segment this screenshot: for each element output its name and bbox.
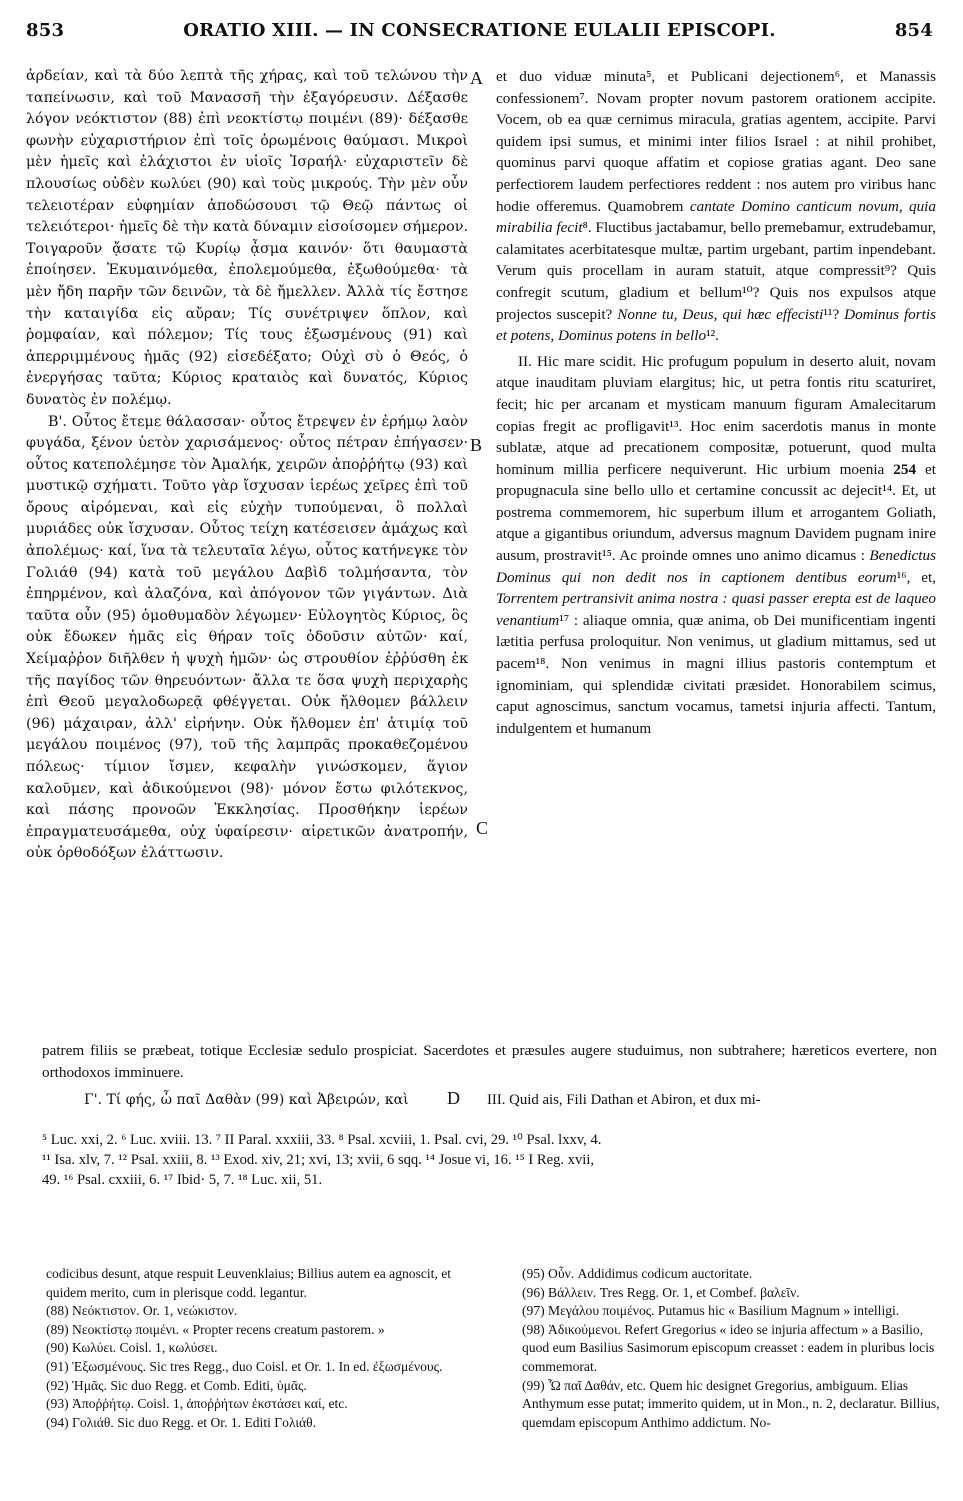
- column-number: 254: [893, 460, 917, 478]
- greek-column: [26, 66, 468, 865]
- note: (98) Ἀδικούμενοι. Refert Gregorius « ideo se injuria affectum » a Basilio, quod eum Basilius Sasimorum episcopum creasset : eadem in pluribus locis commemorat.: [522, 1321, 935, 1374]
- note: (99) Ὦ παῖ Δαθάν, etc. Quem hic designet Gregorius, ambiguum. Elias Anthymum esse putat; immerito quidem, ut in Mon., n. 2, declaratur. Billius, quemdam episcopum Anthimo addictum. No-: [522, 1377, 940, 1430]
- latin-quote: Torrentem pertransivit anima nostra : quasi passer erepta est de laqueo venantium: [496, 590, 936, 629]
- scripture-references: [42, 1130, 942, 1190]
- latin-text: ⁸. Fluctibus jactabamur, bello premebamur, extrudebamur, calamitates acerbitatesque multæ, partim urgebant, partim inpendebant. Verum quis procellam in auram statuit, atque compressit⁹? Quis confregit scutum, gladium et bellum¹⁰? Quis nos expulsos atque projectos suscepit?: [496, 219, 936, 323]
- latin-text: ¹¹?: [823, 305, 840, 323]
- greek-paragraph-1: ἀρδείαν, καὶ τὰ δύο λεπτὰ τῆς χήρας, καὶ τοῦ τελώνου τὴν ταπείνωσιν, καὶ τοῦ Μανασσῆ τὴν ἐξαγόρευσιν. Δέξασθε λόγον νεόκτιστον (88) ἐπὶ νεοκτίστῳ ποιμένι (89)· δέξασθε φωνὴν εὐχαριστήριον ἐπὶ τοῖς ὁρωμένοις θαύμασι. Μικροὶ μὲν ἡμεῖς καὶ ἐλάχιστοι ἐν υἱοῖς Ἰσραήλ· εὐχαριστεῖν δὲ πλουσίως οὐδὲν κωλύει (90) καὶ τοὺς μικρούς. Τὴν μὲν οὖν τελειοτέραν εὐφημίαν ἀποδώσουσι τῷ Θεῷ πάντως οἱ τελειότεροι· ἡμεῖς δὲ τὴν κατὰ δύναμιν εἰσοίσομεν σήμερον. Τοιγαροῦν ᾄσατε τῷ Κυρίῳ ᾆσμα καινόν· ὅτι θαυμαστὰ ἐποίησεν. Ἐκυμαινόμεθα, ἐπολεμούμεθα, ἐξωθούμεθα· τὰ μὲν ἤδη παρῆν τῶν δεινῶν, τὰ δὲ ἤμελλεν. Ἀλλὰ τίς ἔστησε τὴν καταιγίδα εἰς αὔραν; Τίς συνέτριψεν ὅπλον, καὶ ῥομφαίαν, καὶ πόλεμον; Τίς τους ἐξωσμένους (91) καὶ ἀπερριμμένους ἡμᾶς (92) εἰσεδέξατο; Οὐχὶ σὺ ὁ Θεός, ὁ ἐνεργήσας ταῦτα; Κύριος κραταιὸς καὶ δυνατός, Κύριος δυνατὸς ἐν πολέμῳ.: [26, 68, 469, 408]
- note: (96) Βάλλειν. Tres Regg. Or. 1, et Combef. βαλεῖν.: [522, 1284, 800, 1300]
- margin-marker-c: C: [476, 818, 489, 838]
- page-number-right: 854: [894, 20, 933, 41]
- running-title: ORATIO XIII. — IN CONSECRATIONE EULALII EPISCOPI.: [183, 20, 776, 41]
- notes-left-column: [46, 1265, 476, 1432]
- note: (92) Ἡμᾶς. Sic duo Regg. et Comb. Editi, ὑμᾶς.: [46, 1377, 307, 1393]
- note: (97) Μεγάλου ποιμένος. Putamus hic « Basilium Magnum » intelligi.: [522, 1303, 900, 1319]
- latin-paragraph-1: [496, 66, 936, 347]
- latin-text: ¹⁶, et,: [896, 568, 936, 586]
- latin-quote: Benedictus Dominus qui non dedit nos in captionem dentibus eorum: [496, 547, 937, 586]
- note: (93) Ἀποῤῥήτῳ. Coisl. 1, ἀποῤῥήτων ἐκστάσει καί, etc.: [46, 1396, 348, 1412]
- latin-section-three: III. Quid ais, Fili Dathan et Abiron, et dux mi-: [487, 1092, 761, 1108]
- latin-quote: Nonne tu, Deus, qui hæc effecisti: [617, 305, 824, 323]
- latin-quote: Dominus fortis et potens, Dominus potens in bello: [496, 305, 937, 345]
- note: (90) Κωλύει. Coisl. 1, κωλύσει.: [46, 1340, 218, 1356]
- margin-marker-d: D: [447, 1088, 460, 1108]
- latin-text: ¹⁷ : aliaque omnia, quæ anima, ob Dei munificentiam ingenti lætitia perfusa proloquitur. Non venimus, ut gladium mittamus, sed ut pacem¹⁸. Non venimus in magni illius pastoris contemptum et ignominiam, qui splendidæ civitati præsidet. Honorabilem scimus, caput agnoscimus, sanctum vocamus, tametsi injuria affecti. Tantum, indulgentem et humanum: [496, 611, 936, 737]
- latin-column: [496, 66, 936, 739]
- margin-marker-b: B: [470, 435, 483, 455]
- note: (91) Ἐξωσμένους. Sic tres Regg., duo Coisl. et Or. 1. In ed. ἐξωσμένους.: [46, 1358, 443, 1374]
- latin-paragraph-2: [496, 351, 936, 740]
- latin-text: II. Hic mare scidit. Hic profugum populum in deserto aluit, novam atque inauditam pluviam elargitus; hic, ut petra fontis ritu scaturiret, fecit; hic per arcanam et mysticam manuum figuram Amalecitarum copias fregit ac profligavit¹³. Hoc enim sacerdotis manus in monte sublatæ, atque ad precationem compositæ, potuerunt, quod multa hominum millia perficere nequiverunt. Hic urbium moenia: [496, 352, 936, 478]
- greek-paragraph-2: Β'. Οὗτος ἔτεμε θάλασσαν· οὗτος ἔτρεψεν ἐν ἐρήμῳ λαὸν φυγάδα, ξένον ὑετὸν χαρισάμενος· οὗτος πέτραν ἐπήγασεν· οὗτος κατεπολέμησε τὸν Ἀμαλήκ, χειρῶν ἀποῤῥήτῳ (93) καὶ μυστικῷ σχήματι. Τοῦτο γὰρ ἴσχυσαν ἱερέως χεῖρες ἐπὶ τοῦ ὄρους αἰρόμεναι, καὶ εἰς εὐχὴν τυπούμεναι, ὃ πολλαὶ μυριάδες οὐκ ἴσχυσαν. Οὗτος τείχη κατέσεισεν ἀμάχως καὶ ἀπολέμως· καί, ἵνα τὰ τελευταῖα λέγω, οὗτος κατήνεγκε τὸν Γολιάθ (94) κατὰ τοῦ μεγάλου Δαβὶδ τολμήσαντα, τὸν ἐπηρμένον, καὶ ἀλαζόνα, καὶ ἀπόγονον τῶν γιγάντων. Διὰ ταῦτα οὖν (95) ὁμοθυμαδὸν λέγωμεν· Εὐλογητὸς Κύριος, ὃς οὐκ ἔδωκεν ἡμᾶς εἰς θήραν τοῖς ὀδοῦσιν αὐτῶν· καί, Χείμαῤῥον διῆλθεν ἡ ψυχὴ ἡμῶν· ὡς στρουθίον ἐῤῥύσθη ἐκ τῆς παγίδος τῶν θηρευόντων· ἄλλα τε ὅσα ψυχὴ περιχαρὴς ἐπὶ Θεοῦ μεγαλοδωρεᾷ φθέγγεται. Οὐκ ἤλθομεν βάλλειν (96) μάχαιραν, ἀλλ' εἰρήνην. Οὐκ ἤλθομεν ἐπ' ἀτιμίᾳ τοῦ μεγάλου ποιμένος (97), τοῦ τῆς λαμπρᾶς προκαθεζομένου πόλεως· τίμιον ἴσμεν, κεφαλὴν γινώσκομεν, ἅγιον καλοῦμεν, καὶ ἀδικούμενοι (98)· μόνον ἔστω φιλότεκνος, καὶ πάσης προνοῶν Ἐκκλησίας. Προσθήκην ἱερέων ἐπραγματευσάμεθα, οὐχ ὑφαίρεσιν· αἱρετικῶν ἀνατροπήν, οὐκ ὀρθοδόξων ἐλάττωσιν.: [26, 413, 468, 862]
- latin-text: et propugnacula sine bello ullo et certamine concussit ac dejecit¹⁴. Et, ut postrema commemorem, hic superbum illum et arrogantem Goliath, atque a gigantibus oriundum, adversus magnum Davidem pugnam inire ausum, prostravit¹⁵. Ac proinde omnes uno animo dicamus :: [496, 460, 937, 565]
- note: (88) Νεόκτιστον. Or. 1, νεώκιστον.: [46, 1303, 238, 1319]
- reference-line: 49. ¹⁶ Psal. cxxiii, 6. ¹⁷ Ibid· 5, 7. ¹⁸ Luc. xii, 51.: [42, 1172, 323, 1188]
- note: (94) Γολιάθ. Sic duo Regg. et Or. 1. Editi Γολιάθ.: [46, 1414, 317, 1430]
- margin-marker-a: A: [470, 68, 483, 88]
- latin-text: ¹².: [706, 327, 719, 345]
- reference-line: ¹¹ Isa. xlv, 7. ¹² Psal. xxiii, 8. ¹³ Exod. xiv, 21; xvi, 13; xvii, 6 sqq. ¹⁴ Josue vi, 16. ¹⁵ I Reg. xvii,: [42, 1152, 595, 1168]
- fullwidth-paragraph: patrem filiis se præbeat, totique Ecclesiæ sedulo prospiciat. Sacerdotes et præsules augere studuimus, non subtrahere; hæreticos evertere, non orthodoxos imminuere.: [42, 1042, 937, 1081]
- reference-line: ⁵ Luc. xxi, 2. ⁶ Luc. xviii. 13. ⁷ II Paral. xxxiii, 33. ⁸ Psal. xcviii, 1. Psal. cvi, 29. ¹⁰ Psal. lxxv, 4.: [42, 1132, 602, 1148]
- notes-right-column: [522, 1265, 942, 1432]
- note: (95) Οὖν. Addidimus codicum auctoritate.: [522, 1266, 753, 1281]
- latin-text: et duo viduæ minuta⁵, et Publicani dejectionem⁶, et Manassis confessionem⁷. Novam propter novum pastorem orationem accipite. Vocem, ob ea quæ cernimus miracula, gratias agentem, accipite. Parvi quidem ipsi sumus, et minimi inter filios Israel : at nihil prohibet, quominus parvi quoque affatim et copiose gratias agant. Deo sane perfectiorem laudem perfectiores reddent : nos autem pro viribus hanc hodie offeremus. Quamobrem: [496, 68, 936, 215]
- note: codicibus desunt, atque respuit Leuvenklaius; Billius autem ea agnoscit, et quidem merito, cum in plerisque codd. legantur.: [46, 1266, 452, 1300]
- note: (89) Νεοκτίστῳ ποιμένι. « Propter recens creatum pastorem. »: [46, 1321, 385, 1337]
- latin-quote: cantate Domino canticum novum, quia mirabilia fecit: [496, 197, 936, 237]
- greek-section-three: Γ'. Τί φής, ὦ παῖ Δαθὰν (99) καὶ Ἀβειρών, καὶ: [84, 1092, 409, 1108]
- page-header: [26, 14, 933, 44]
- page-number-left: 853: [26, 20, 65, 41]
